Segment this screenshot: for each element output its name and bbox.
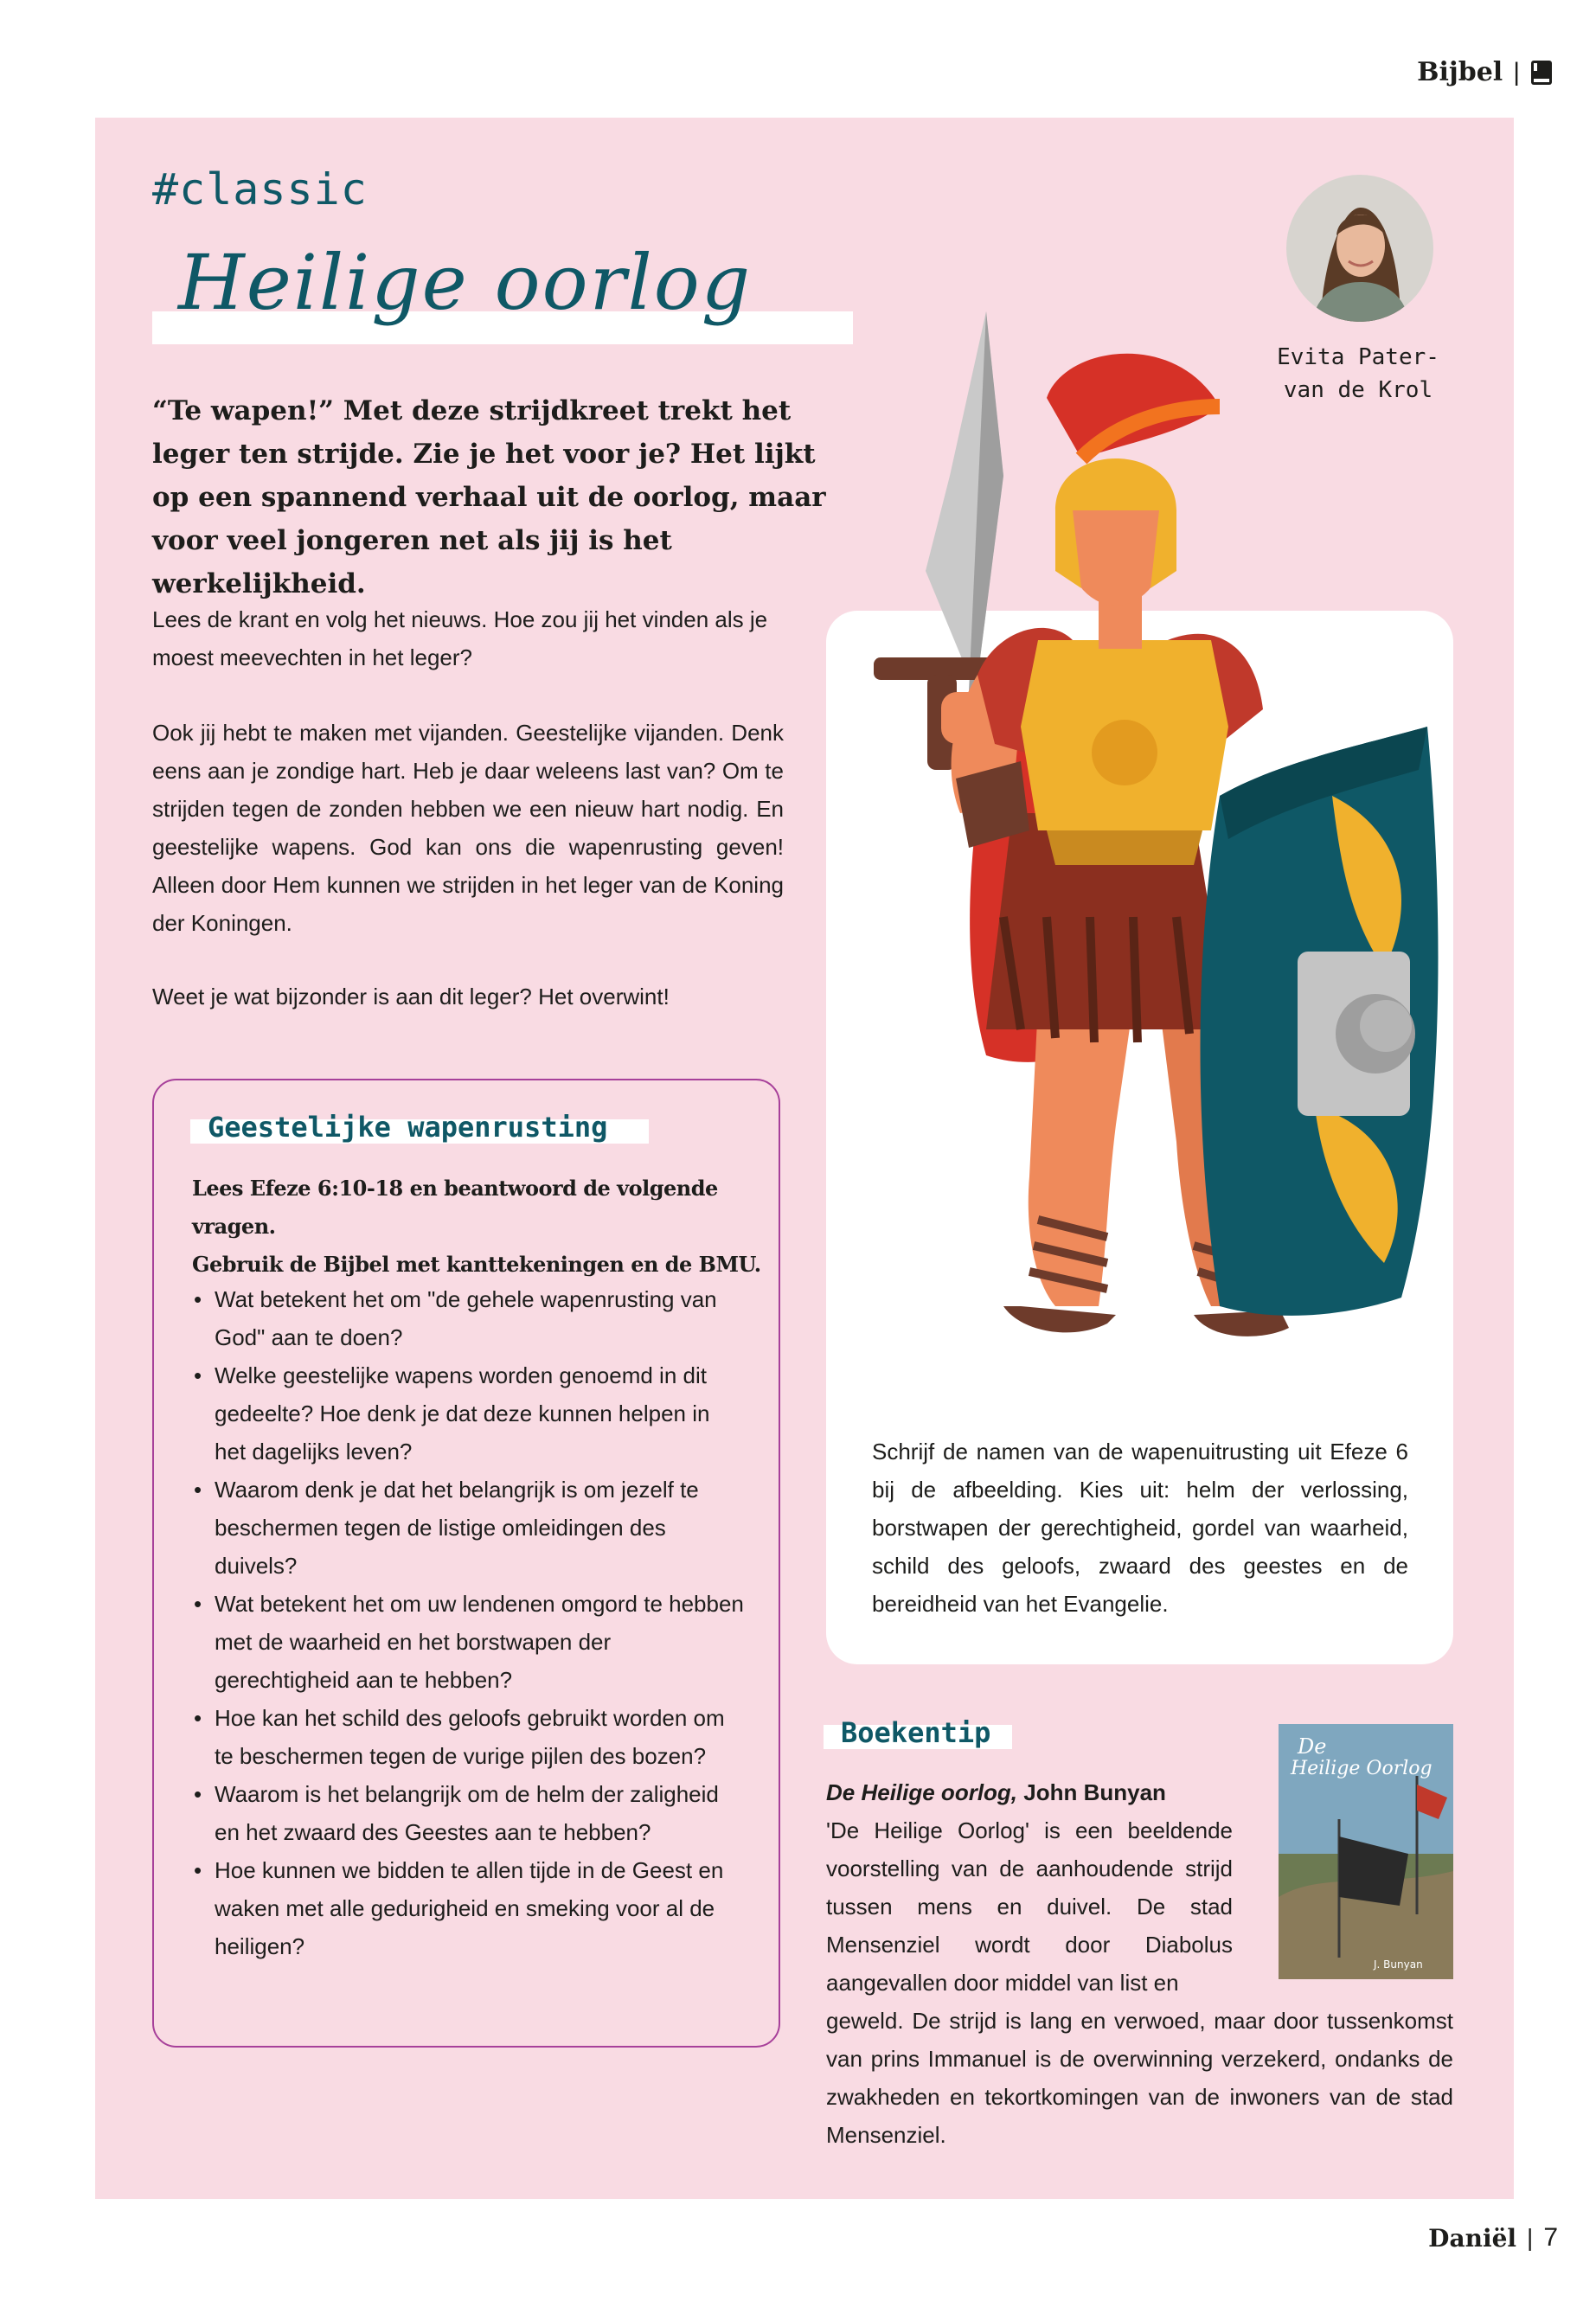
armor-heading: Geestelijke wapenrusting [208, 1111, 608, 1144]
book-icon [1530, 60, 1553, 86]
header-separator: | [1513, 57, 1520, 87]
book-title-line [826, 1773, 1166, 1811]
book-description-full: geweld. De strijd is lang en verwoed, maar door tussenkomst van prins Immanuel is de overwinning verzekerd, ondanks de zwakheden en tekortkomingen van de inwoners van de stad Mensenziel. [826, 2008, 1453, 2148]
illustration-caption: Schrijf de namen van de wapenuitrusting uit Efeze 6 bij de afbeelding. Kies uit: helm der verlossing, borstwapen der gerechtigheid, gordel van waarheid, schild des geloofs, zwaard des geestes en de bereidheid van het Evangelie. [872, 1439, 1408, 1617]
author-avatar [1286, 175, 1433, 322]
magazine-name: Daniël [1428, 2223, 1517, 2253]
book-cover-image [1279, 1724, 1453, 1979]
book-tip-heading: Boekentip [841, 1716, 991, 1749]
page-footer [1428, 2223, 1558, 2253]
list-item: • Welke geestelijke wapens worden genoemd in dit gedeelte? Hoe denk je dat deze kunnen helpen in het dagelijks leven? [192, 1356, 746, 1471]
body-paragraph-2: Ook jij hebt te maken met vijanden. Geestelijke vijanden. Denk eens aan je zondige hart. Heb je daar weleens last van? Om te strijden tegen de zonden hebben we een nieuw hart nodig. En geestelijke wapens. God kan ons die wapenrusting geven! Alleen door Hem kunnen we strijden in het leger van de Koning der Koningen. [152, 720, 784, 936]
body-paragraph-3: Weet je wat bijzonder is aan dit leger? Het overwint! [152, 984, 670, 1009]
list-item: • Hoe kunnen we bidden te allen tijde in de Geest en waken met alle gedurigheid en smeking voor al de heiligen? [192, 1851, 746, 1965]
list-item: • Waarom denk je dat het belangrijk is om jezelf te beschermen tegen de listige omleidingen des duivels? [192, 1471, 746, 1585]
armor-instructions [192, 1170, 763, 1284]
book-cover-title-2: Heilige Oorlog [1291, 1758, 1433, 1779]
armor-instructions-line-1: Lees Efeze 6:10-18 en beantwoord de volgende vragen. [192, 1176, 718, 1239]
author-name-line-1: Evita Pater- [1277, 344, 1439, 370]
intro-paragraph: “Te wapen!” Met deze strijdkreet trekt het leger ten strijde. Zie je het voor je? Het lijkt op een spannend verhaal uit de oorlog, maar voor veel jongeren net als jij is het werkelijkheid. [152, 395, 826, 599]
list-item: • Wat betekent het om uw lendenen omgord te hebben met de waarheid en het borstwapen der gerechtigheid aan te hebben? [192, 1585, 746, 1699]
page-header [1417, 57, 1553, 87]
list-item: • Waarom is het belangrijk om de helm der zaligheid en het zwaard des Geestes aan te hebben? [192, 1775, 746, 1851]
list-item: • Wat betekent het om "de gehele wapenrusting van God" aan te doen? [192, 1280, 746, 1356]
book-description-wrapped: 'De Heilige Oorlog' is een beeldende voorstelling van de aanhoudende strijd tussen mens en duivel. De stad Mensenziel wordt door Diabolus aangevallen door middel van list en [826, 1817, 1233, 1996]
book-title: De Heilige oorlog, [826, 1779, 1018, 1805]
hashtag: #classic [152, 164, 368, 215]
list-item: • Hoe kan het schild des geloofs gebruikt worden om te beschermen tegen de vurige pijlen des bozen? [192, 1699, 746, 1775]
book-cover-author: J. Bunyan [1374, 1958, 1423, 1971]
page-number: 7 [1543, 2223, 1558, 2252]
title-block [152, 238, 853, 350]
author-name-line-2: van de Krol [1283, 377, 1433, 403]
footer-separator: | [1527, 2224, 1534, 2251]
body-paragraph-1: Lees de krant en volg het nieuws. Hoe zou jij het vinden als je moest meevechten in het leger? [152, 606, 768, 670]
book-author: John Bunyan [1023, 1779, 1166, 1805]
armor-question-list [192, 1280, 746, 1965]
section-label: Bijbel [1417, 57, 1503, 87]
roman-soldier-illustration [848, 311, 1453, 1401]
book-cover-title-1: De [1298, 1734, 1327, 1759]
page-title: Heilige oorlog [178, 238, 753, 327]
armor-instructions-line-2: Gebruik de Bijbel met kanttekeningen en de BMU. [192, 1252, 761, 1277]
